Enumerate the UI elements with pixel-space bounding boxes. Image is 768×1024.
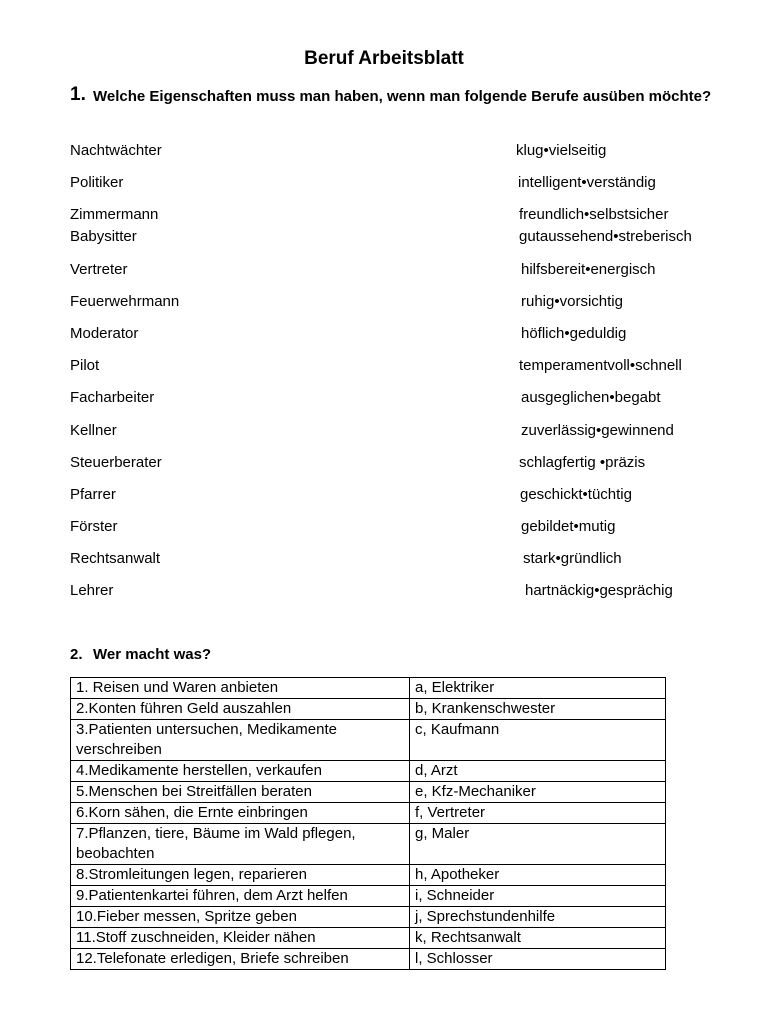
profession-item: Pilot (70, 357, 100, 374)
task-cell: 2.Konten führen Geld auszahlen (71, 699, 410, 720)
task-cell: 6.Korn sähen, die Ernte einbringen (71, 803, 410, 824)
profession-item: Facharbeiter (70, 389, 155, 406)
trait-pair: höflich•geduldig (521, 325, 627, 342)
job-cell: e, Kfz-Mechaniker (410, 782, 666, 803)
table-row (71, 865, 666, 886)
trait-pair: zuverlässig•gewinnend (521, 422, 674, 439)
matching-table (70, 677, 666, 970)
profession-item: Moderator (70, 325, 139, 342)
table-row (71, 678, 666, 699)
trait-pair: geschickt•tüchtig (520, 486, 632, 503)
trait-pair: gebildet•mutig (521, 518, 616, 535)
job-cell: k, Rechtsanwalt (410, 928, 666, 949)
trait-pair: schlagfertig •präzis (519, 454, 646, 471)
trait-pair: hartnäckig•gesprächig (525, 582, 673, 599)
table-row (71, 907, 666, 928)
profession-item: Vertreter (70, 261, 128, 278)
task-cell: 7.Pflanzen, tiere, Bäume im Wald pflegen, beobachten (71, 824, 410, 865)
job-cell: d, Arzt (410, 761, 666, 782)
table-row (71, 720, 666, 761)
trait-pair: gutaussehend•streberisch (519, 228, 692, 245)
trait-pair: ausgeglichen•begabt (521, 389, 661, 406)
profession-item: Förster (70, 518, 118, 535)
worksheet-title: Beruf Arbeitsblatt (304, 48, 464, 69)
question-1-text: Welche Eigenschaften muss man haben, wenn man folgende Berufe ausüben möchte? (93, 88, 712, 105)
job-cell: f, Vertreter (410, 803, 666, 824)
profession-item: Zimmermann (70, 206, 159, 223)
task-cell: 3.Patienten untersuchen, Medikamente verschreiben (71, 720, 410, 761)
question-1-number: 1. (70, 84, 86, 105)
task-cell: 5.Menschen bei Streitfällen beraten (71, 782, 410, 803)
profession-item: Rechtsanwalt (70, 550, 161, 567)
profession-item: Babysitter (70, 228, 137, 245)
profession-item: Kellner (70, 422, 117, 439)
table-row (71, 803, 666, 824)
trait-pair: klug•vielseitig (516, 142, 607, 159)
trait-pair: temperamentvoll•schnell (519, 357, 682, 374)
trait-pair: stark•gründlich (523, 550, 622, 567)
task-cell: 8.Stromleitungen legen, reparieren (71, 865, 410, 886)
task-cell: 4.Medikamente herstellen, verkaufen (71, 761, 410, 782)
table-row (71, 699, 666, 720)
profession-item: Steuerberater (70, 454, 162, 471)
task-cell: 10.Fieber messen, Spritze geben (71, 907, 410, 928)
table-row (71, 824, 666, 865)
trait-pair: freundlich•selbstsicher (519, 206, 669, 223)
task-cell: 12.Telefonate erledigen, Briefe schreiben (71, 949, 410, 970)
trait-pair: hilfsbereit•energisch (521, 261, 656, 278)
table-row (71, 782, 666, 803)
job-cell: c, Kaufmann (410, 720, 666, 761)
job-cell: a, Elektriker (410, 678, 666, 699)
table-row (71, 949, 666, 970)
profession-item: Nachtwächter (70, 142, 162, 159)
question-2-text: Wer macht was? (93, 646, 212, 663)
job-cell: l, Schlosser (410, 949, 666, 970)
question-2-number: 2. (70, 646, 83, 663)
table-row (71, 886, 666, 907)
job-cell: j, Sprechstundenhilfe (410, 907, 666, 928)
trait-pair: ruhig•vorsichtig (521, 293, 623, 310)
job-cell: h, Apotheker (410, 865, 666, 886)
table-row (71, 761, 666, 782)
question-2-heading (70, 646, 211, 663)
table-row (71, 928, 666, 949)
task-cell: 9.Patientenkartei führen, dem Arzt helfen (71, 886, 410, 907)
job-cell: i, Schneider (410, 886, 666, 907)
task-cell: 11.Stoff zuschneiden, Kleider nähen (71, 928, 410, 949)
job-cell: b, Krankenschwester (410, 699, 666, 720)
trait-pair: intelligent•verständig (518, 174, 656, 191)
job-cell: g, Maler (410, 824, 666, 865)
task-cell: 1. Reisen und Waren anbieten (71, 678, 410, 699)
profession-item: Feuerwehrmann (70, 293, 180, 310)
profession-item: Pfarrer (70, 486, 116, 503)
profession-item: Politiker (70, 174, 124, 191)
profession-item: Lehrer (70, 582, 114, 599)
